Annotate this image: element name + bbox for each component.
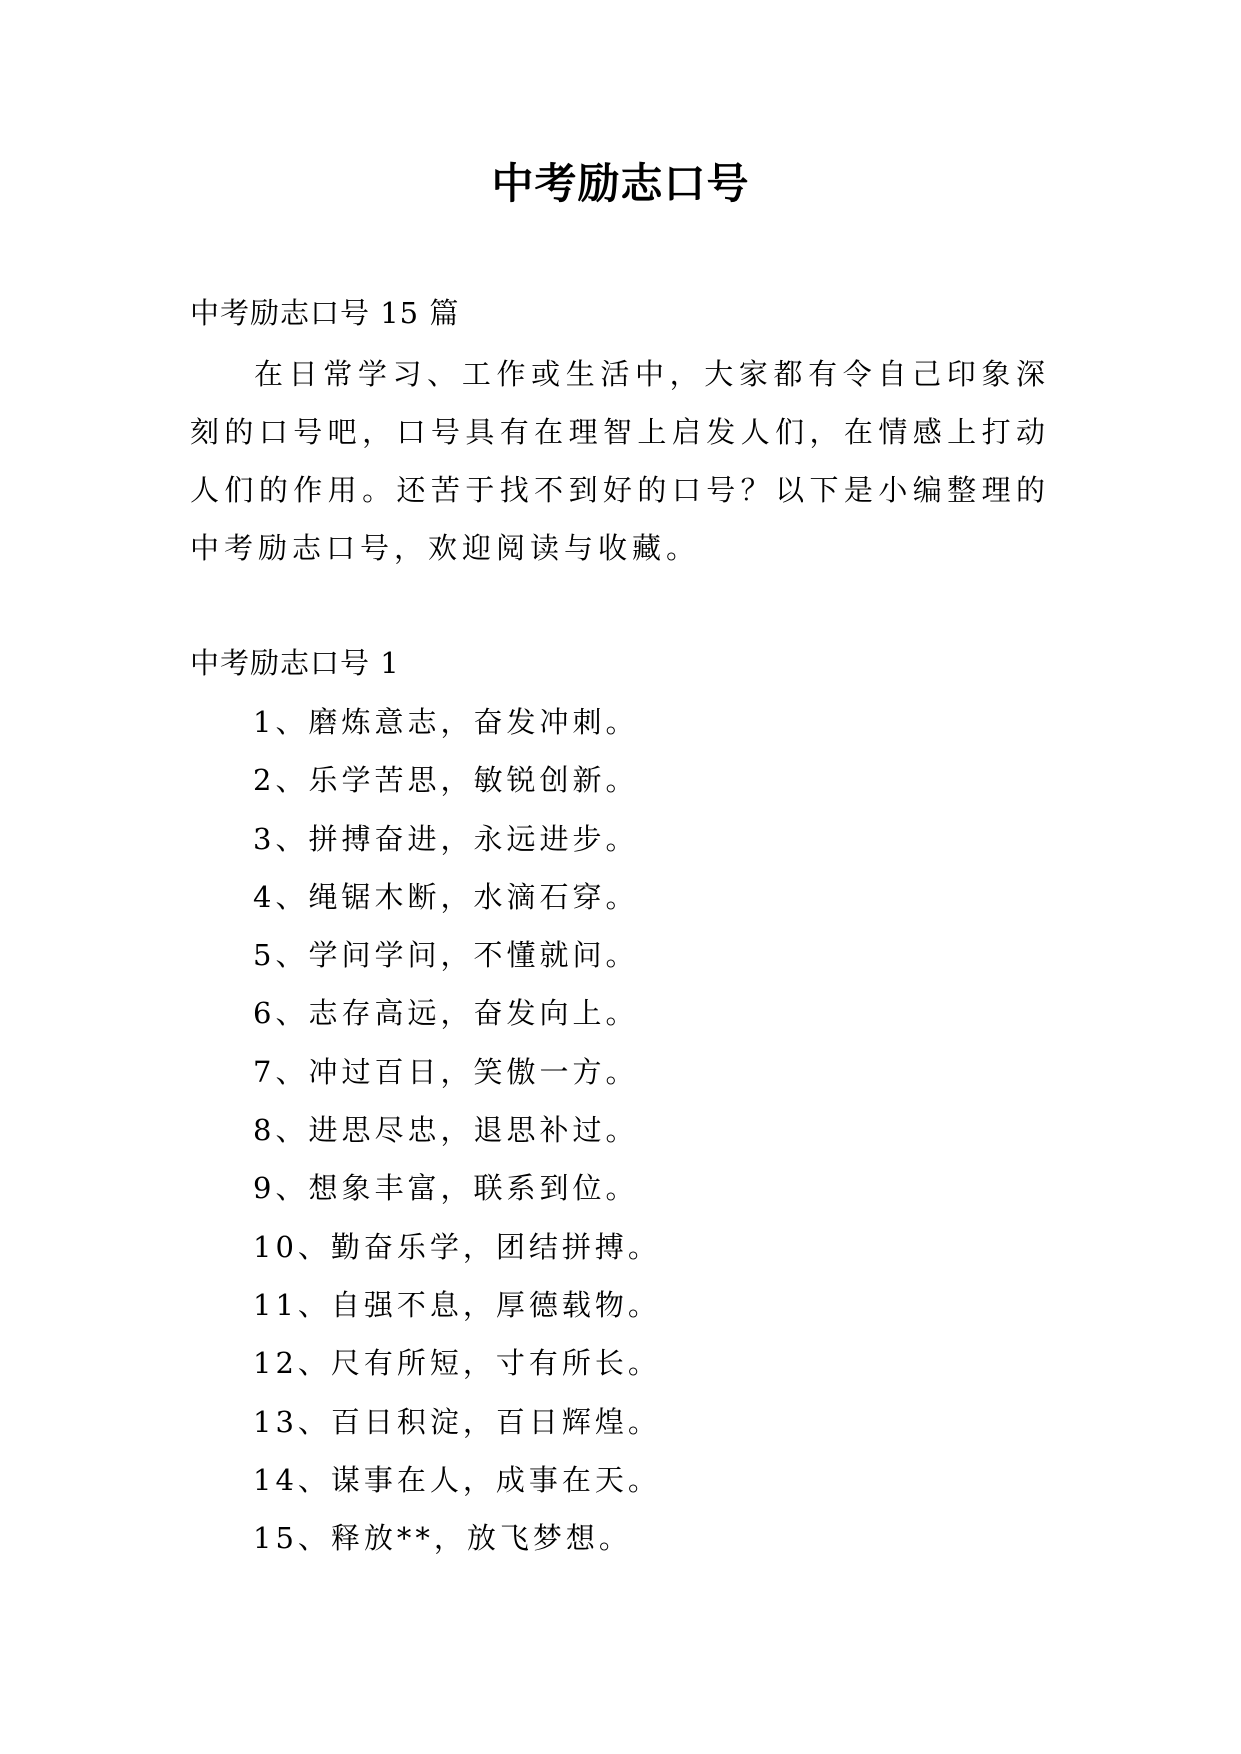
slogan-item: 4、绳锯木断，水滴石穿。 (253, 879, 639, 914)
slogan-item: 7、冲过百日，笑傲一方。 (253, 1054, 639, 1089)
slogan-item: 5、学问学问，不懂就问。 (253, 938, 639, 973)
slogan-item: 15、释放**，放飞梦想。 (253, 1521, 632, 1556)
section-heading: 中考励志口号 1 (190, 646, 400, 680)
slogan-item: 9、想象丰富，联系到位。 (253, 1171, 639, 1206)
slogan-item: 6、志存高远，奋发向上。 (253, 996, 639, 1031)
document-subtitle: 中考励志口号 15 篇 (190, 296, 460, 330)
slogan-item: 12、尺有所短，寸有所长。 (253, 1346, 661, 1381)
slogan-item: 10、勤奋乐学，团结拼搏。 (253, 1229, 661, 1264)
slogan-item: 2、乐学苦思，敏锐创新。 (253, 763, 639, 798)
slogan-list (253, 699, 661, 1573)
slogan-item: 11、自强不息，厚德载物。 (253, 1287, 661, 1322)
intro-paragraph: 在日常学习、工作或生活中，大家都有令自己印象深刻的口号吧，口号具有在理智上启发人们，在情感上打动人们的作用。还苦于找不到好的口号？以下是小编整理的中考励志口号，欢迎阅读与收藏。 (190, 357, 1050, 565)
page-title: 中考励志口号 (491, 159, 750, 208)
slogan-item: 13、百日积淀，百日辉煌。 (253, 1404, 661, 1439)
slogan-item: 8、进思尽忠，退思补过。 (253, 1113, 639, 1148)
slogan-item: 3、拼搏奋进，永远进步。 (253, 821, 639, 856)
slogan-item: 14、谋事在人，成事在天。 (253, 1462, 661, 1497)
slogan-item: 1、磨炼意志，奋发冲刺。 (253, 705, 639, 739)
